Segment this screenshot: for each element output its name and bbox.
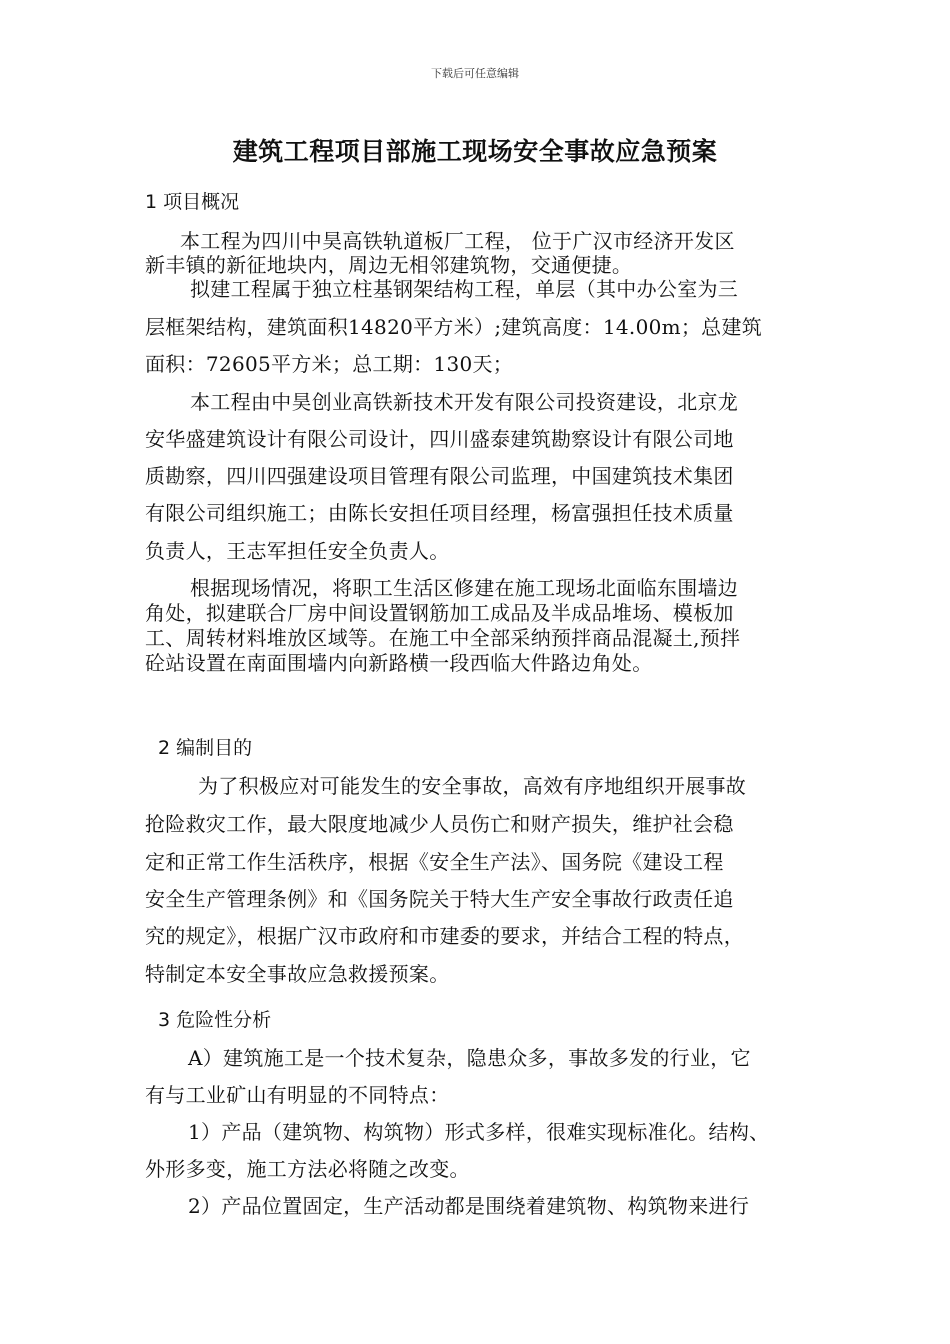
paragraph-line: 拟建工程属于独立柱基钢架结构工程，单层（其中办公室为三 bbox=[190, 277, 739, 301]
paragraph-line: 有限公司组织施工；由陈长安担任项目经理，杨富强担任技术质量 bbox=[145, 501, 734, 525]
paragraph-line: 工、周转材料堆放区域等。在施工中全部采纳预拌商品混凝土,预拌 bbox=[145, 626, 741, 650]
paragraph-line: 特制定本安全事故应急救援预案。 bbox=[145, 962, 450, 986]
paragraph-line: 定和正常工作生活秩序，根据《安全生产法》、国务院《建设工程 bbox=[145, 850, 724, 874]
paragraph-line: 层框架结构，建筑面积14820平方米）;建筑高度：14.00m；总建筑 bbox=[145, 315, 763, 339]
paragraph-line: A）建筑施工是一个技术复杂，隐患众多，事故多发的行业，它 bbox=[188, 1046, 751, 1070]
paragraph-line: 有与工业矿山有明显的不同特点： bbox=[145, 1083, 450, 1107]
paragraph-line: 2）产品位置固定，生产活动都是围绕着建筑物、构筑物来进行 bbox=[188, 1194, 750, 1218]
paragraph-line: 安全生产管理条例》和《国务院关于特大生产安全事故行政责任追 bbox=[145, 887, 734, 911]
paragraph-line: 安华盛建筑设计有限公司设计，四川盛泰建筑勘察设计有限公司地 bbox=[145, 427, 734, 451]
header-note: 下载后可任意编辑 bbox=[431, 67, 519, 80]
paragraph-line: 新丰镇的新征地块内，周边无相邻建筑物，交通便捷。 bbox=[145, 253, 633, 277]
section-heading-purpose: 2 编制目的 bbox=[158, 737, 253, 759]
paragraph-line: 砼站设置在南面围墙内向新路横一段西临大件路边角处。 bbox=[145, 651, 653, 675]
paragraph-line: 本工程为四川中昊高铁轨道板厂工程， 位于广汉市经济开发区 bbox=[180, 229, 735, 253]
paragraph-line: 负责人，王志军担任安全负责人。 bbox=[145, 539, 450, 563]
paragraph-line: 外形多变，施工方法必将随之改变。 bbox=[145, 1157, 470, 1181]
paragraph-line: 抢险救灾工作，最大限度地减少人员伤亡和财产损失，维护社会稳 bbox=[145, 812, 734, 836]
paragraph-line: 根据现场情况，将职工生活区修建在施工现场北面临东围墙边 bbox=[190, 576, 739, 600]
paragraph-line: 1）产品（建筑物、构筑物）形式多样，很难实现标准化。结构、 bbox=[188, 1120, 770, 1144]
section-heading-overview: 1 项目概况 bbox=[145, 191, 240, 213]
paragraph-line: 本工程由中昊创业高铁新技术开发有限公司投资建设，北京龙 bbox=[190, 390, 739, 414]
paragraph-line: 究的规定》，根据广汉市政府和市建委的要求，并结合工程的特点， bbox=[145, 924, 744, 948]
paragraph-line: 面积：72605平方米；总工期：130天； bbox=[145, 352, 514, 376]
section-heading-risk-analysis: 3 危险性分析 bbox=[158, 1009, 272, 1031]
paragraph-line: 质勘察，四川四强建设项目管理有限公司监理，中国建筑技术集团 bbox=[145, 464, 734, 488]
document-title: 建筑工程项目部施工现场安全事故应急预案 bbox=[232, 137, 718, 166]
paragraph-line: 为了积极应对可能发生的安全事故，高效有序地组织开展事故 bbox=[198, 774, 747, 798]
paragraph-line: 角处，拟建联合厂房中间设置钢筋加工成品及半成品堆场、模板加 bbox=[145, 601, 734, 625]
